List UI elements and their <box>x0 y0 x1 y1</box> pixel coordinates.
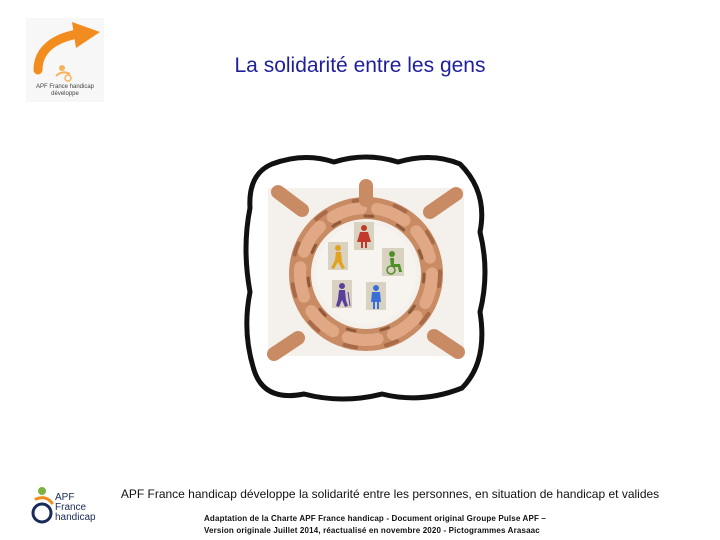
bottom-logo-apf: APF <box>55 492 75 503</box>
bottom-logo-france: France <box>55 502 87 513</box>
bottom-logo-handicap: handicap <box>55 512 96 523</box>
top-logo-line1: APF France handicap <box>35 84 95 90</box>
page-title: La solidarité entre les gens <box>234 54 486 77</box>
caption: APF France handicap développe la solidarité entre les personnes, en situation de handicap et valides <box>120 487 660 501</box>
bottom-logo <box>28 477 104 527</box>
top-logo <box>26 18 104 102</box>
credit-line-1: Adaptation de la Charte APF France handicap - Document original Groupe Pulse APF – <box>204 514 546 523</box>
credits <box>204 513 604 537</box>
illustration <box>242 152 490 404</box>
orange-arrow-wheelchair-logo-icon <box>26 18 104 84</box>
credit-line-2: Version originale Juillet 2014, réactualisé en novembre 2020 - Pictogrammes Arasaac <box>204 526 540 535</box>
top-logo-line2: développe <box>51 91 79 97</box>
circle-of-joined-hands-with-pictograms-icon <box>242 152 490 404</box>
